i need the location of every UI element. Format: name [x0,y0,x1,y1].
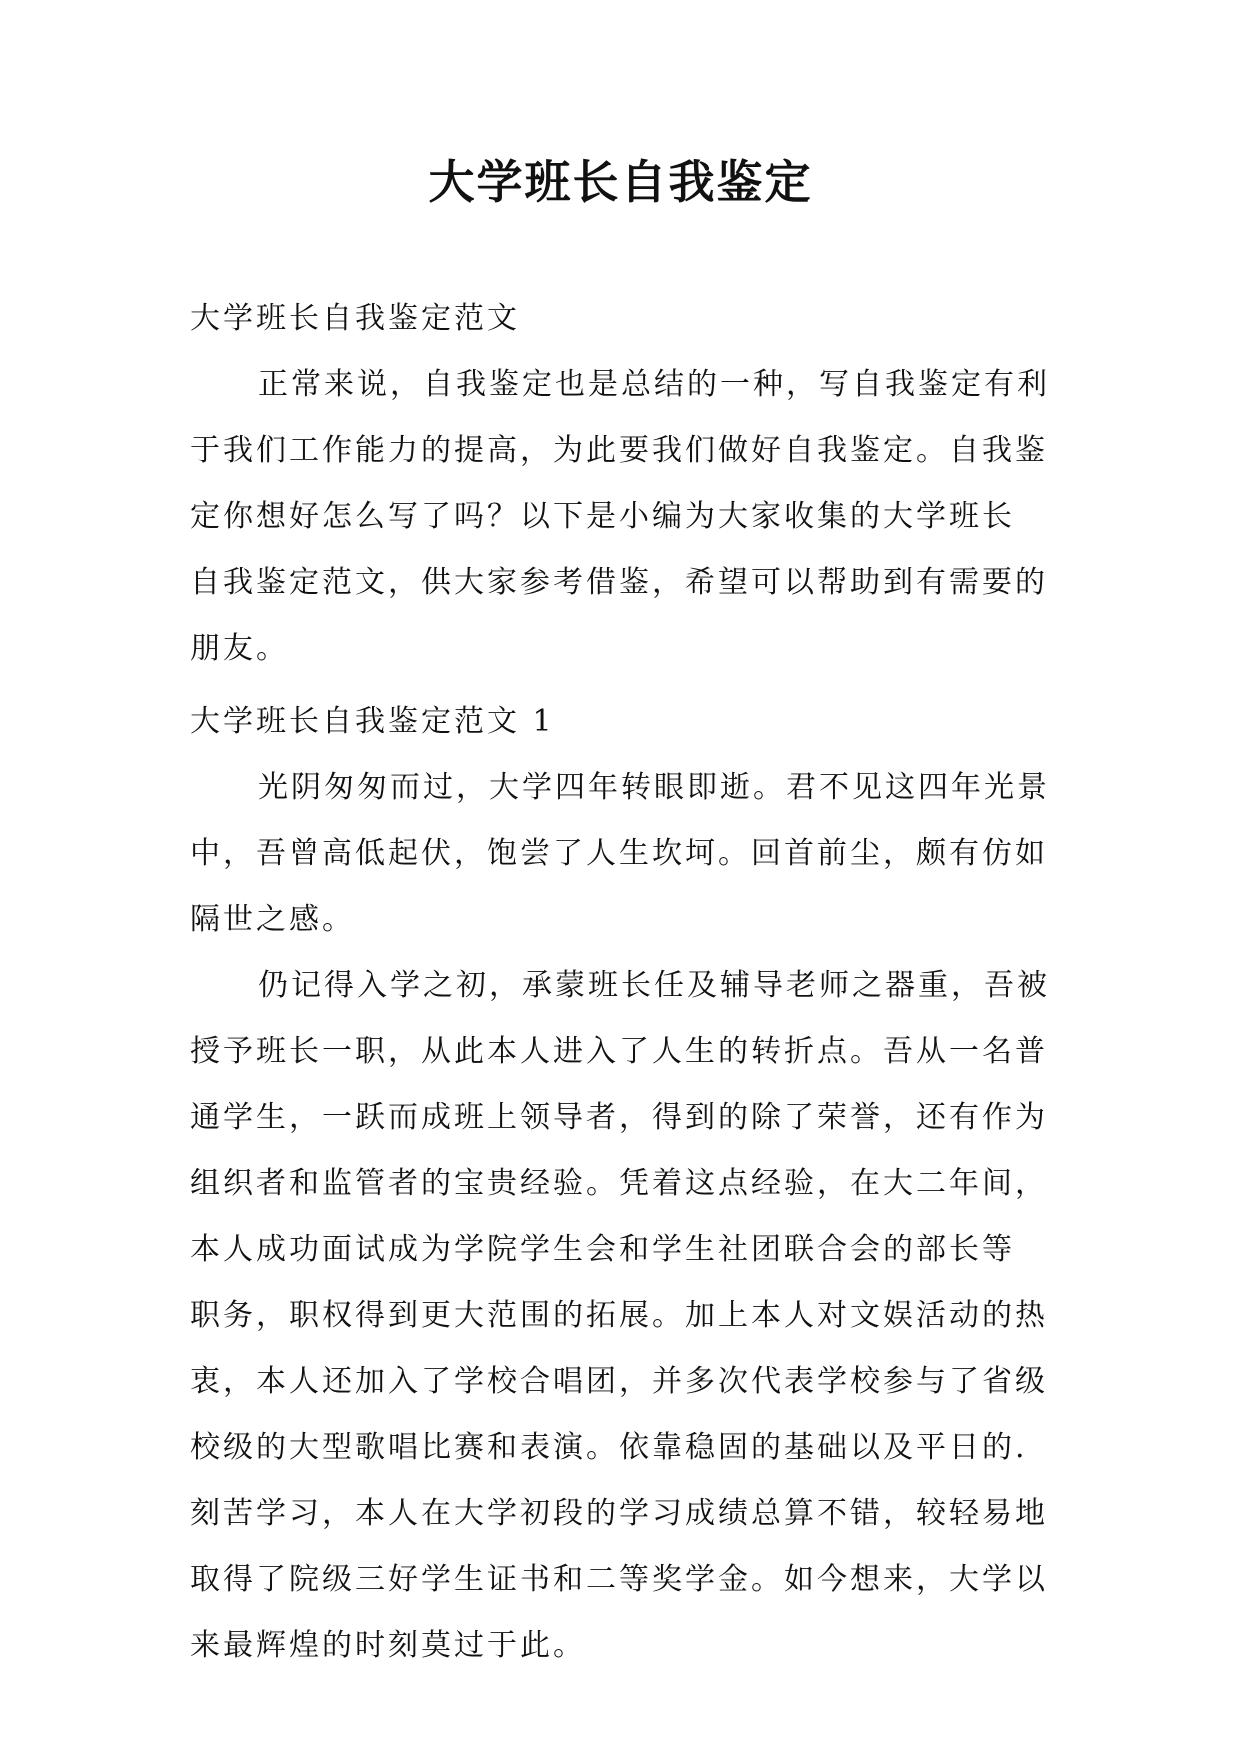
paragraph-line: 自我鉴定范文，供大家参考借鉴，希望可以帮助到有需要的 [190,565,1048,600]
document-title: 大学班长自我鉴定 [428,155,813,209]
paragraph-line: 定你想好怎么写了吗？以下是小编为大家收集的大学班长 [190,499,1015,534]
intro-paragraph [190,352,1060,682]
section-heading: 大学班长自我鉴定范文 [190,301,520,336]
paragraph-line: 来最辉煌的时刻莫过于此。 [190,1628,586,1663]
paragraph-line: 中，吾曾高低起伏，饱尝了人生坎坷。回首前尘，颇有仿如 [190,836,1048,871]
paragraph-line: 朋友。 [190,631,289,666]
paragraph-line: 刻苦学习，本人在大学初段的学习成绩总算不错，较轻易地 [190,1496,1048,1531]
paragraph-line: 本人成功面试成为学院学生会和学生社团联合会的部长等 [190,1232,1015,1267]
paragraph-line: 隔世之感。 [190,902,355,937]
paragraph-line: 校级的大型歌唱比赛和表演。依靠稳固的基础以及平日的. [190,1430,1028,1465]
section-intro [190,286,1060,682]
paragraph-line: 组织者和监管者的宝贵经验。凭着这点经验，在大二年间， [190,1166,1048,1201]
paragraph-line: 授予班长一职，从此本人进入了人生的转折点。吾从一名普 [190,1034,1048,1069]
body-paragraph [190,953,1060,1679]
section-heading: 大学班长自我鉴定范文 1 [190,704,555,739]
paragraph-line: 衷，本人还加入了学校合唱团，并多次代表学校参与了省级 [190,1364,1048,1399]
paragraph-line: 仍记得入学之初，承蒙班长任及辅导老师之器重，吾被 [258,968,1050,1003]
paragraph-line: 正常来说，自我鉴定也是总结的一种，写自我鉴定有利 [258,367,1050,402]
section-sample-1 [190,689,1060,1679]
paragraph-line: 通学生，一跃而成班上领导者，得到的除了荣誉，还有作为 [190,1100,1048,1135]
body-paragraph [190,755,1060,953]
paragraph-line: 职务，职权得到更大范围的拓展。加上本人对文娱活动的热 [190,1298,1048,1333]
paragraph-line: 光阴匆匆而过，大学四年转眼即逝。君不见这四年光景 [258,770,1050,805]
paragraph-line: 于我们工作能力的提高，为此要我们做好自我鉴定。自我鉴 [190,433,1048,468]
paragraph-line: 取得了院级三好学生证书和二等奖学金。如今想来，大学以 [190,1562,1048,1597]
